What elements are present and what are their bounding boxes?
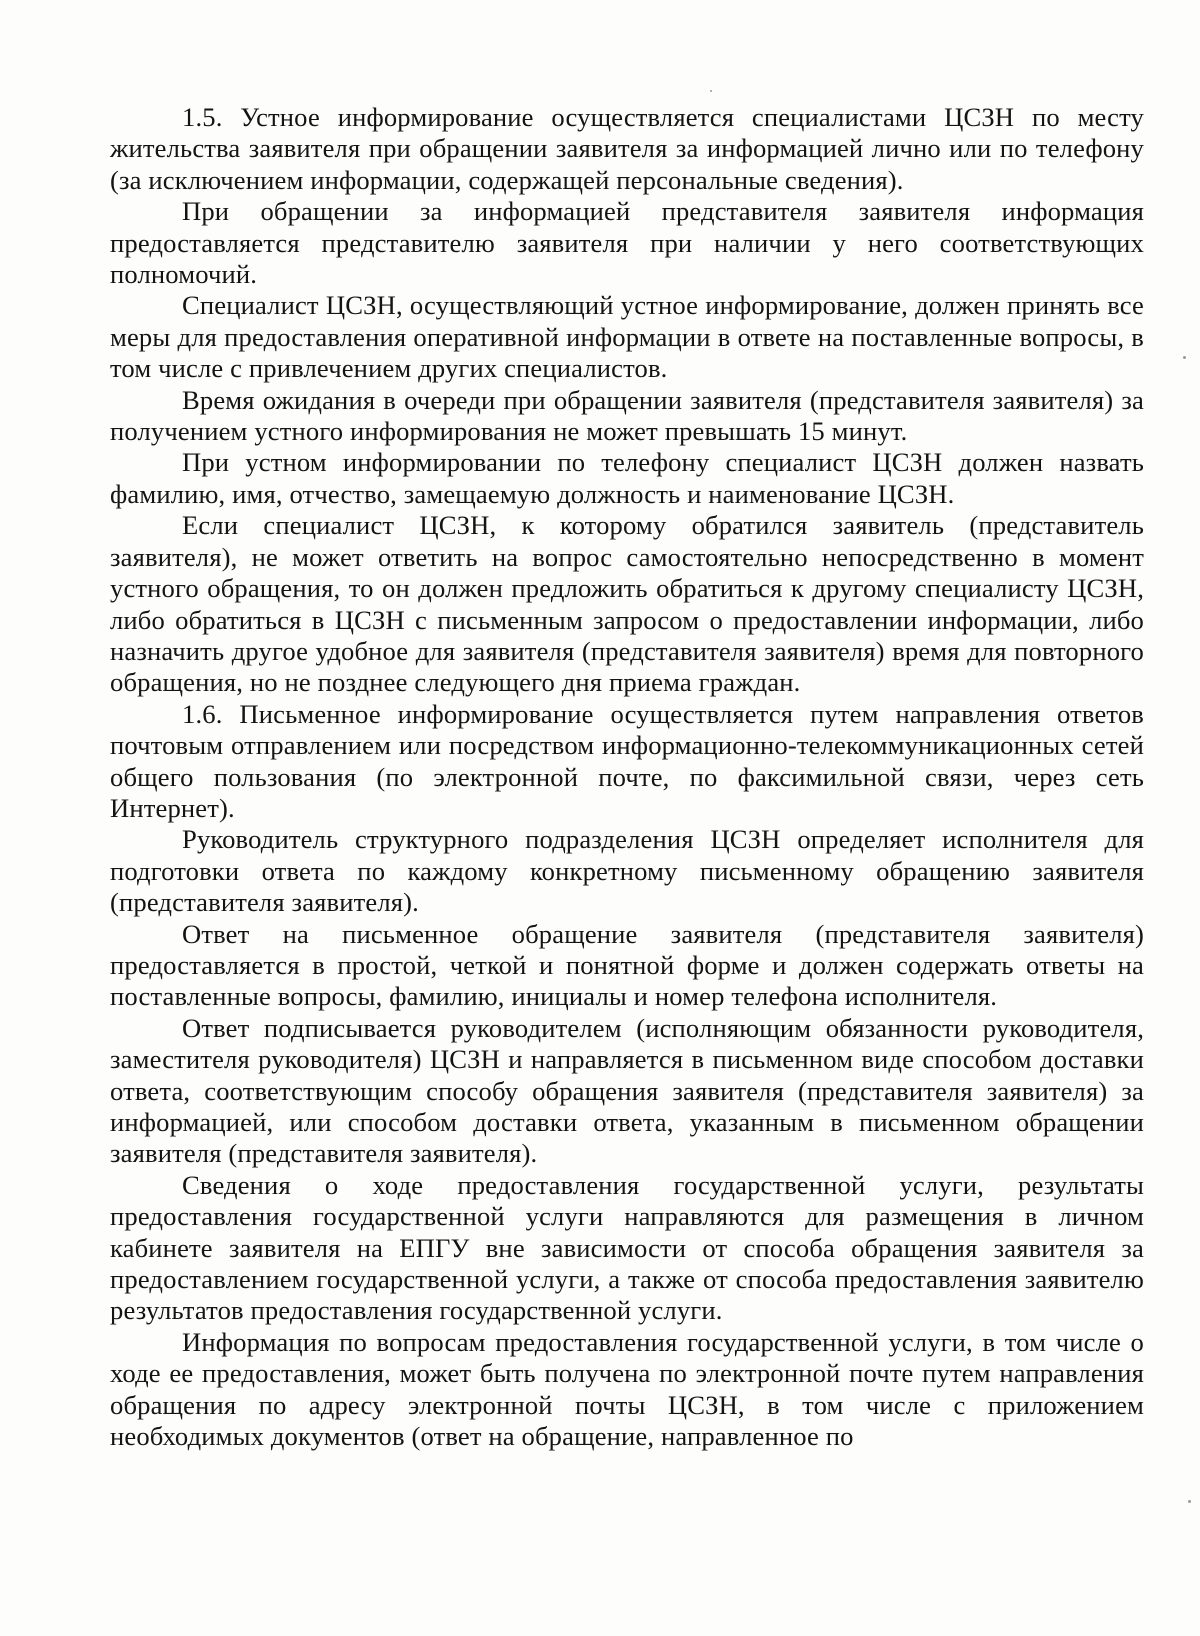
paragraph-1-5-oral-info: 1.5. Устное информирование осуществляется специалистами ЦСЗН по месту жительства заявителя при обращении заявителя за информацией лично или по телефону (за исключением информации, содержащей персональные сведения). — [110, 102, 1144, 195]
scan-speck — [710, 90, 712, 92]
scan-speck — [1188, 1500, 1191, 1503]
paragraph-email-info: Информация по вопросам предоставления государственной услуги, в том числе о ходе ее предоставления, может быть получена по электронной почте путем направления обращения по адресу электронной почты ЦСЗН, в том числе с приложением необходимых документов (ответ на обращение, направленное по — [110, 1326, 1144, 1452]
paragraph-answer-form: Ответ на письменное обращение заявителя (представителя заявителя) предоставляется в простой, четкой и понятной форме и должен содержать ответы на поставленные вопросы, фамилию, инициалы и номер телефона исполнителя. — [110, 918, 1144, 1012]
document-body — [110, 102, 1144, 1452]
paragraph-redirect: Если специалист ЦСЗН, к которому обратился заявитель (представитель заявителя), не может ответить на вопрос самостоятельно непосредственно в момент устного обращения, то он должен предложить обратиться к другому специалисту ЦСЗН, либо обратиться в ЦСЗН с письменным запросом о предоставлении информации, либо назначить другое удобное для заявителя (представителя заявителя) время для повторного обращения, но не позднее следующего дня приема граждан. — [110, 510, 1144, 698]
paragraph-epgu-status: Сведения о ходе предоставления государственной услуги, результаты предоставления государственной услуги направляются для размещения в личном кабинете заявителя на ЕПГУ вне зависимости от способа обращения заявителя за предоставлением государственной услуги, а также от способа предоставления заявителю результатов предоставления государственной услуги. — [110, 1169, 1144, 1326]
paragraph-executor: Руководитель структурного подразделения ЦСЗН определяет исполнителя для подготовки ответа по каждому конкретному письменному обращению заявителя (представителя заявителя). — [110, 824, 1144, 918]
paragraph-answer-signing: Ответ подписывается руководителем (исполняющим обязанности руководителя, заместителя руководителя) ЦСЗН и направляется в письменном виде способом доставки ответа, соответствующим способу обращения заявителя (представителя заявителя) за информацией, или способом доставки ответа, указанным в письменном обращении заявителя (представителя заявителя). — [110, 1012, 1144, 1169]
paragraph-waiting-time: Время ожидания в очереди при обращении заявителя (представителя заявителя) за получением устного информирования не может превышать 15 минут. — [110, 384, 1144, 447]
paragraph-1-6-written-info: 1.6. Письменное информирование осуществляется путем направления ответов почтовым отправлением или посредством информационно-телекоммуникационных сетей общего пользования (по электронной почте, по факсимильной связи, через сеть Интернет). — [110, 698, 1144, 823]
paragraph-representative-info: При обращении за информацией представителя заявителя информация предоставляется представителю заявителя при наличии у него соответствующих полномочий. — [110, 196, 1144, 290]
scan-speck — [1183, 356, 1186, 359]
paragraph-phone-info: При устном информировании по телефону специалист ЦСЗН должен назвать фамилию, имя, отчество, замещаемую должность и наименование ЦСЗН. — [110, 447, 1144, 509]
paragraph-specialist-measures: Специалист ЦСЗН, осуществляющий устное информирование, должен принять все меры для предоставления оперативной информации в ответе на поставленные вопросы, в том числе с привлечением других специалистов. — [110, 290, 1144, 384]
